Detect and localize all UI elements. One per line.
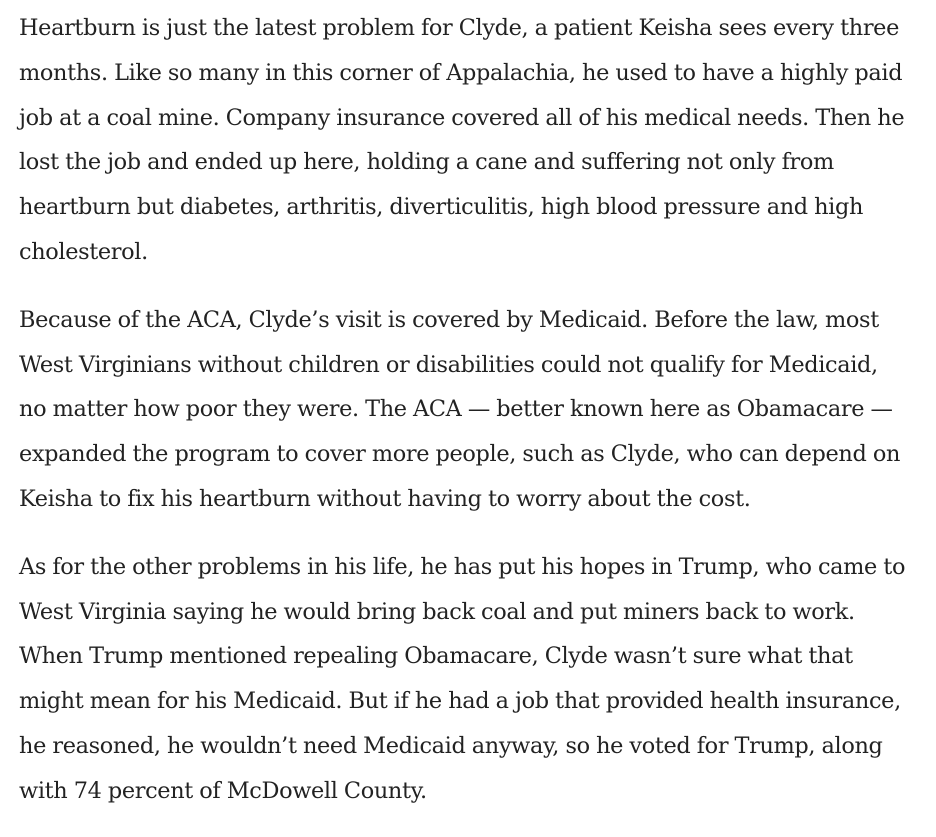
article-paragraph-1 [19, 6, 924, 275]
paragraph-line: with 74 percent of McDowell County. [19, 777, 427, 804]
paragraph-line: he reasoned, he wouldn’t need Medicaid anyway, so he voted for Trump, along [19, 732, 883, 759]
paragraph-line: months. Like so many in this corner of Appalachia, he used to have a highly paid [19, 59, 903, 86]
paragraph-line: When Trump mentioned repealing Obamacare, Clyde wasn’t sure what that [19, 643, 853, 670]
paragraph-line: West Virginia saying he would bring back coal and put miners back to work. [19, 598, 855, 625]
paragraph-line: West Virginians without children or disabilities could not qualify for Medicaid, [19, 351, 878, 378]
paragraph-line: cholesterol. [19, 238, 148, 265]
paragraph-line: might mean for his Medicaid. But if he had a job that provided health insurance, [19, 688, 901, 715]
article-body [19, 6, 924, 837]
paragraph-line: expanded the program to cover more people, such as Clyde, who can depend on [19, 441, 901, 468]
paragraph-line: lost the job and ended up here, holding a cane and suffering not only from [19, 149, 834, 176]
paragraph-line: Because of the ACA, Clyde’s visit is covered by Medicaid. Before the law, most [19, 306, 879, 333]
paragraph-line: no matter how poor they were. The ACA — better known here as Obamacare — [19, 396, 893, 423]
paragraph-line: Keisha to fix his heartburn without having to worry about the cost. [19, 485, 751, 512]
article-paragraph-3 [19, 545, 924, 814]
paragraph-line: job at a coal mine. Company insurance covered all of his medical needs. Then he [19, 104, 905, 131]
paragraph-line: As for the other problems in his life, he has put his hopes in Trump, who came to [19, 553, 906, 580]
paragraph-line: Heartburn is just the latest problem for Clyde, a patient Keisha sees every three [19, 15, 899, 41]
paragraph-line: heartburn but diabetes, arthritis, diverticulitis, high blood pressure and high [19, 194, 864, 221]
article-paragraph-2 [19, 298, 924, 522]
